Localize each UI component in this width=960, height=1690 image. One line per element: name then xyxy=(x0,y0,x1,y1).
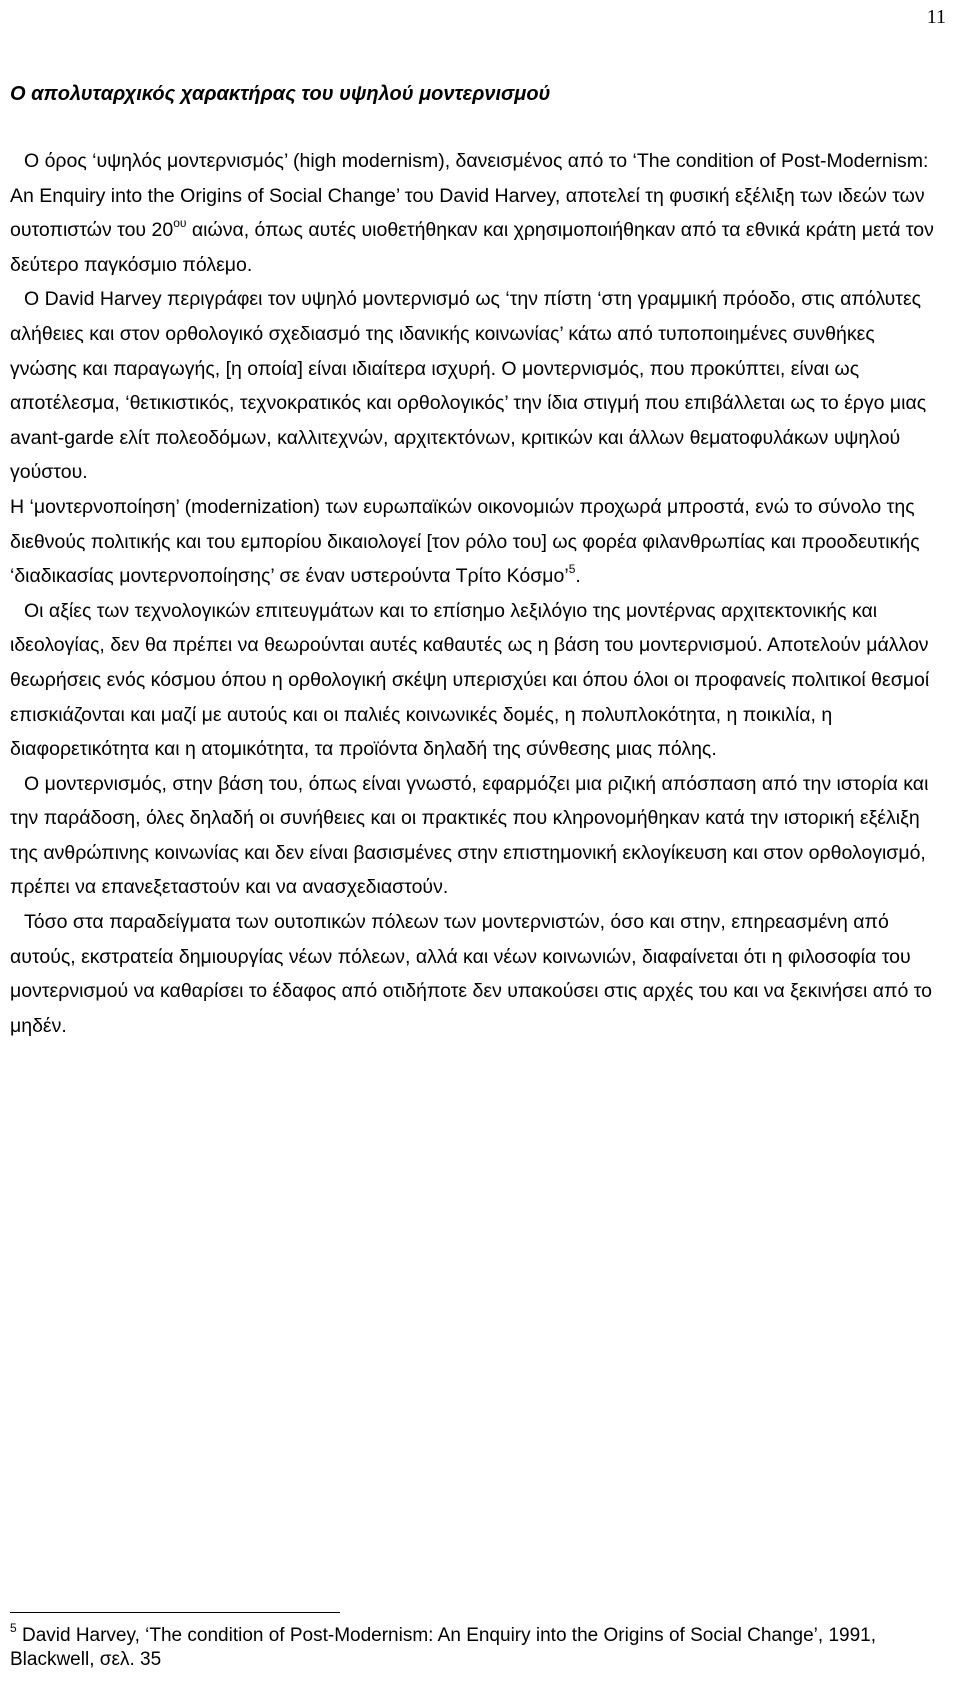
paragraph-4-text: Οι αξίες των τεχνολογικών επιτευγμάτων και το επίσημο λεξιλόγιο της μοντέρνας αρχιτεκτονικής και ιδεολογίας, δεν θα πρέπει να θεωρούνται αυτές καθαυτές ως η βάση του μοντερνισμού. Αποτελούν μάλλον θεωρήσεις ενός κόσμου όπου η ορθολογική σκέψη υπερισχύει και όπου όλοι οι προφανείς πολιτικοί θεσμοί επισκιάζονται και μαζί με αυτούς και οι παλιές κοινωνικές δομές, η πολυπλοκότητα, η ποικιλία, η διαφορετικότητα και η ατομικότητα, τα προϊόντα δηλαδή της σύνθεσης μιας πόλης. xyxy=(10,599,930,761)
footnote-text: David Harvey, ‘The condition of Post-Modernism: An Enquiry into the Origins of Social Change’, 1991, Blackwell, σελ. 35 xyxy=(10,1625,876,1670)
paragraph-2-text: Ο David Harvey περιγράφει τον υψηλό μοντερνισμό ως ‘την πίστη ‘στη γραμμική πρόοδο, στις απόλυτες αλήθειες και στον ορθολογικό σχεδιασμό της ιδανικής κοινωνίας’ κάτω από τυποποιημένες συνθήκες γνώσης και παραγωγής, [η οποία] είναι ιδιαίτερα ισχυρή. Ο μοντερνισμός, που προκύπτει, είναι ως αποτέλεσμα, ‘θετικιστικός, τεχνοκρατικός και ορθολογικός’ την ίδια στιγμή που επιβάλλεται ως το έργο μιας avant-garde ελίτ πολεοδόμων, καλλιτεχνών, αρχιτεκτόνων, κριτικών και άλλων θεματοφυλάκων υψηλού γούστου. xyxy=(10,288,927,484)
paragraph-1-text: Ο όρος ‘υψηλός μοντερνισμός’ (high modernism), δανεισμένος από το ‘The condition of Post-Modernism: An Enquiry into the Origins of Social Change’ του David Harvey, αποτελεί τη φυσική εξέλιξη των ιδεών των ουτοπιστών του 20 xyxy=(10,150,929,242)
paragraph-4 xyxy=(10,594,945,767)
footnote-separator xyxy=(10,1612,340,1613)
paragraph-5 xyxy=(10,767,945,905)
paragraph-5-text: Ο μοντερνισμός, στην βάση του, όπως είναι γνωστό, εφαρμόζει μια ριζική απόσπαση από την ιστορία και την παράδοση, όλες δηλαδή οι συνήθειες και οι πρακτικές που κληρονομήθηκαν κατά την ιστορική εξέλιξη της ανθρώπινης κοινωνίας και δεν είναι βασισμένες στην επιστημονική εκλογίκευση και στον ορθολογισμό, πρέπει να επανεξεταστούν και να ανασχεδιαστούν. xyxy=(10,772,929,899)
paragraph-1 xyxy=(10,144,945,282)
paragraph-6-text: Τόσο στα παραδείγματα των ουτοπικών πόλεων των μοντερνιστών, όσο και στην, επηρεασμένη από αυτούς, εκστρατεία δημιουργίας νέων πόλεων, αλλά και νέων κοινωνιών, διαφαίνεται ότι η φιλοσοφία του μοντερνισμού να καθαρίσει το έδαφος από οτιδήποτε δεν υπακούσει στις αρχές του και να ξεκινήσει από το μηδέν. xyxy=(10,911,933,1037)
footnote-reference[interactable]: 5 xyxy=(568,562,576,577)
paragraph-3-text-end: . xyxy=(575,565,581,588)
section-heading: Ο απολυταρχικός χαρακτήρας του υψηλού μοντερνισμού xyxy=(10,83,551,105)
footnote-marker: 5 xyxy=(10,1621,17,1635)
paragraph-2 xyxy=(10,282,945,490)
paragraph-1-superscript: ου xyxy=(173,216,187,231)
page-number: 11 xyxy=(926,6,946,28)
paragraph-3-text: Η ‘μοντερνοποίηση’ (modernization) των ευρωπαϊκών οικονομιών προχωρά μπροστά, ενώ το σύνολο της διεθνούς πολιτικής και του εμπορίου δικαιολογεί [τον ρόλο του] ως φορέα φιλανθρωπίας και προοδευτικής ‘διαδικασίας μοντερνοποίησης’ σε έναν υστερούντα Τρίτο Κόσμο’ xyxy=(10,495,920,588)
paragraph-3 xyxy=(10,490,945,594)
paragraph-1-text-end: αιώνα, όπως αυτές υιοθετήθηκαν και χρησιμοποιήθηκαν από τα εθνικά κράτη μετά τον δεύτερο παγκόσμιο πόλεμο. xyxy=(10,219,934,276)
footnote xyxy=(10,1621,940,1672)
paragraph-6 xyxy=(10,905,945,1043)
document-body xyxy=(10,77,945,1043)
